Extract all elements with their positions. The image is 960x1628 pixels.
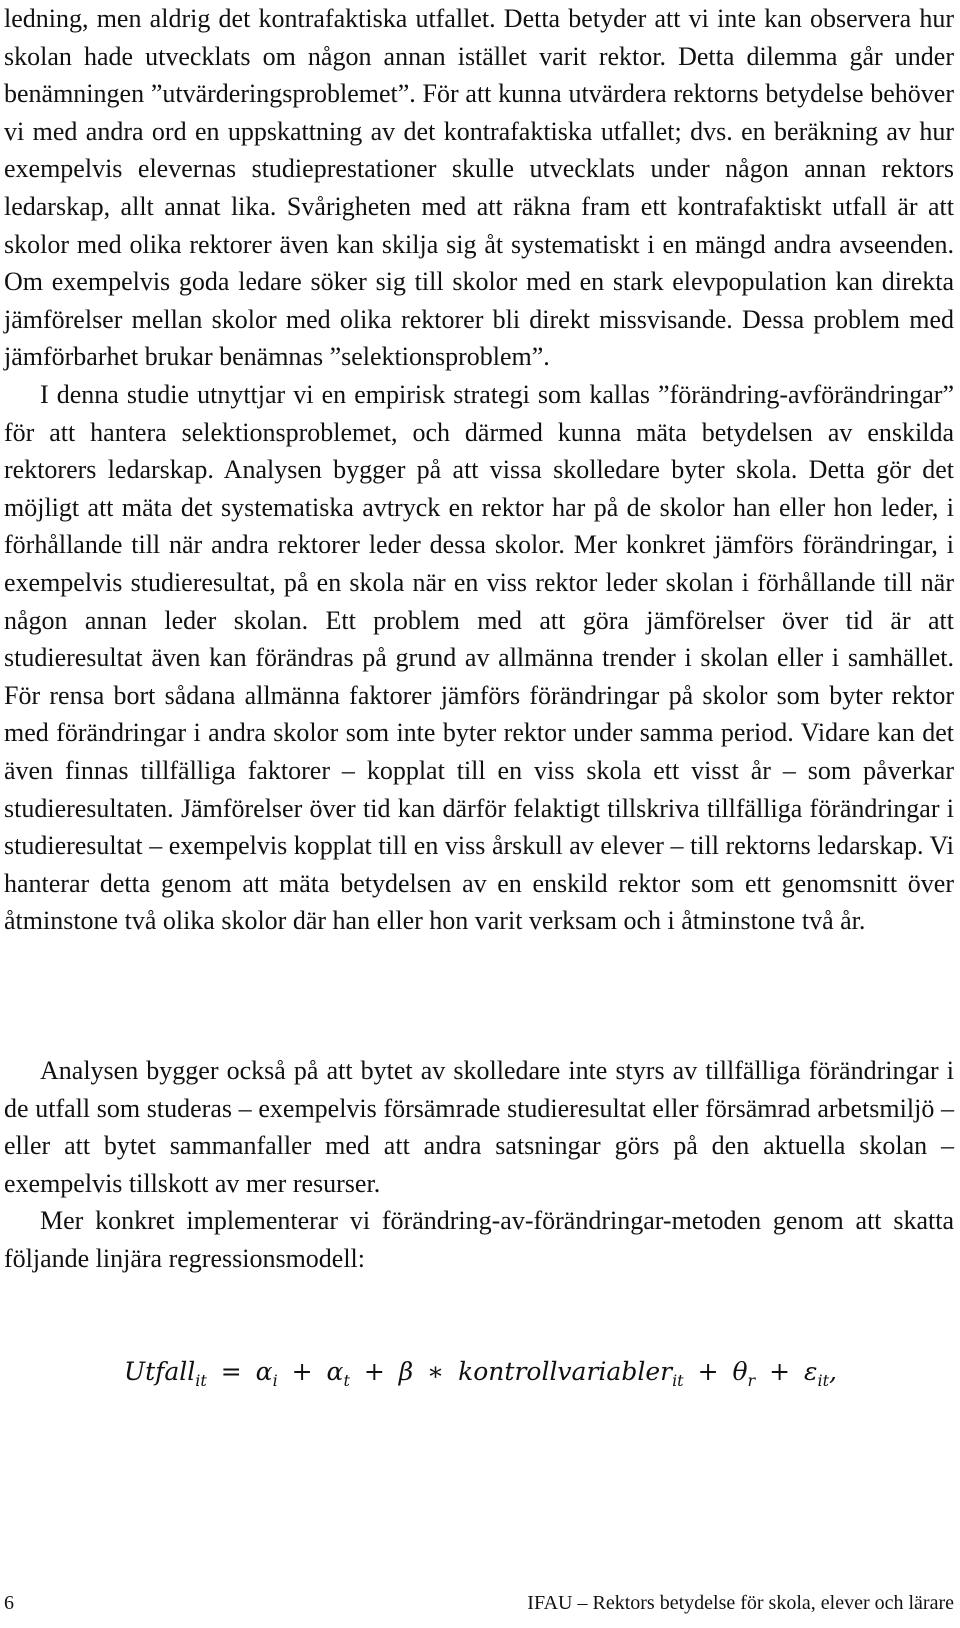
formula-term: β <box>398 1357 414 1386</box>
formula-subscript: i <box>272 1371 278 1390</box>
formula-subscript: t <box>343 1371 350 1390</box>
formula-operator: + <box>697 1357 719 1386</box>
formula-term: θ <box>732 1357 748 1386</box>
paragraph: ledning, men aldrig det kontrafaktiska utfallet. Detta betyder att vi inte kan observera hur skolan hade utvecklats om någon annan istället varit rektor. Detta dilemma går under benämningen ”utvärderingsproblemet”. För att kunna utvärdera rektorns betydelse behöver vi med andra ord en uppskattning av det kontrafaktiska utfallet; dvs. en beräkning av hur exempelvis elevernas studieprestationer skulle utvecklats under någon annan rektors ledarskap, allt annat lika. Svårigheten med att räkna fram ett kontrafaktiskt utfall är att skolor med olika rektorer även kan skilja sig åt systematiskt i en mängd andra avseenden. Om exempelvis goda ledare söker sig till skolor med en stark elevpopulation kan direkta jämförelser mellan skolor med olika rektorer bli direkt missvisande. Dessa problem med jämförbarhet brukar benämnas ”selektionsproblem”. <box>4 4 954 372</box>
formula-term: kontrollvariabler <box>458 1357 673 1386</box>
running-title: IFAU – Rektors betydelse för skola, elever och lärare <box>527 1592 954 1614</box>
formula-operator: ∗ <box>427 1357 445 1386</box>
paragraph: I denna studie utnyttjar vi en empirisk strategi som kallas ”förändring-avförändringar” för att hantera selektionsproblemet, och därmed kunna mäta betydelsen av enskilda rektorers ledarskap. Analysen bygger på att vissa skolledare byter skola. Detta gör det möjligt att mäta det systematiska avtryck en rektor har på de skolor han eller hon leder, i förhållande till när andra rektorer leder dessa skolor. Mer konkret jämförs förändringar, i exempelvis studieresultat, på en skola när en viss rektor leder skolan i förhållande till när någon annan leder skolan. Ett problem med att göra jämförelser över tid är att studieresultat även kan förändras på grund av allmänna trender i skolan eller i samhället. För rensa bort sådana allmänna faktorer jämförs förändringar på skolor som byter rektor med förändringar i andra skolor som inte byter rektor under samma period. Vidare kan det även finnas tillfälliga faktorer – kopplat till en viss skola ett visst år – som påverkar studieresultaten. Jämförelser över tid kan därför felaktigt tillskriva tillfälliga förändringar i studieresultat – exempelvis kopplat till en viss årskull av elever – till rektorns ledarskap. Vi hanterar detta genom att mäta betydelsen av en enskild rektor som ett genomsnitt över åtminstone två olika skolor där han eller hon varit verksam och i åtminstone två år. <box>4 380 954 936</box>
formula-operator: + <box>363 1357 385 1386</box>
paragraph: Analysen bygger också på att bytet av skolledare inte styrs av tillfälliga förändringar i de utfall som studeras – exempelvis försämrade studieresultat eller försämrad arbetsmiljö – eller att bytet sammanfaller med att andra satsningar görs på den aktuella skolan – exempelvis tillskott av mer resurser. <box>4 1056 954 1198</box>
formula-term: Utfall <box>124 1357 196 1386</box>
formula-operator: = <box>220 1357 242 1386</box>
formula-end: , <box>829 1357 837 1386</box>
formula-term: α <box>255 1357 273 1386</box>
formula-subscript: it <box>195 1371 207 1390</box>
formula-subscript: it <box>672 1371 684 1390</box>
formula-term: α <box>326 1357 344 1386</box>
document-body <box>4 0 954 1277</box>
regression-formula <box>124 1357 837 1390</box>
paragraph: Mer konkret implementerar vi förändring-av-förändringar-metoden genom att skatta följande linjära regressionsmodell: <box>4 1206 954 1273</box>
formula-term: ε <box>804 1357 818 1386</box>
formula-operator: + <box>291 1357 313 1386</box>
formula-subscript: it <box>817 1371 830 1390</box>
formula-operator: + <box>769 1357 791 1386</box>
formula-subscript: r <box>747 1371 756 1390</box>
page-number: 6 <box>4 1592 14 1614</box>
